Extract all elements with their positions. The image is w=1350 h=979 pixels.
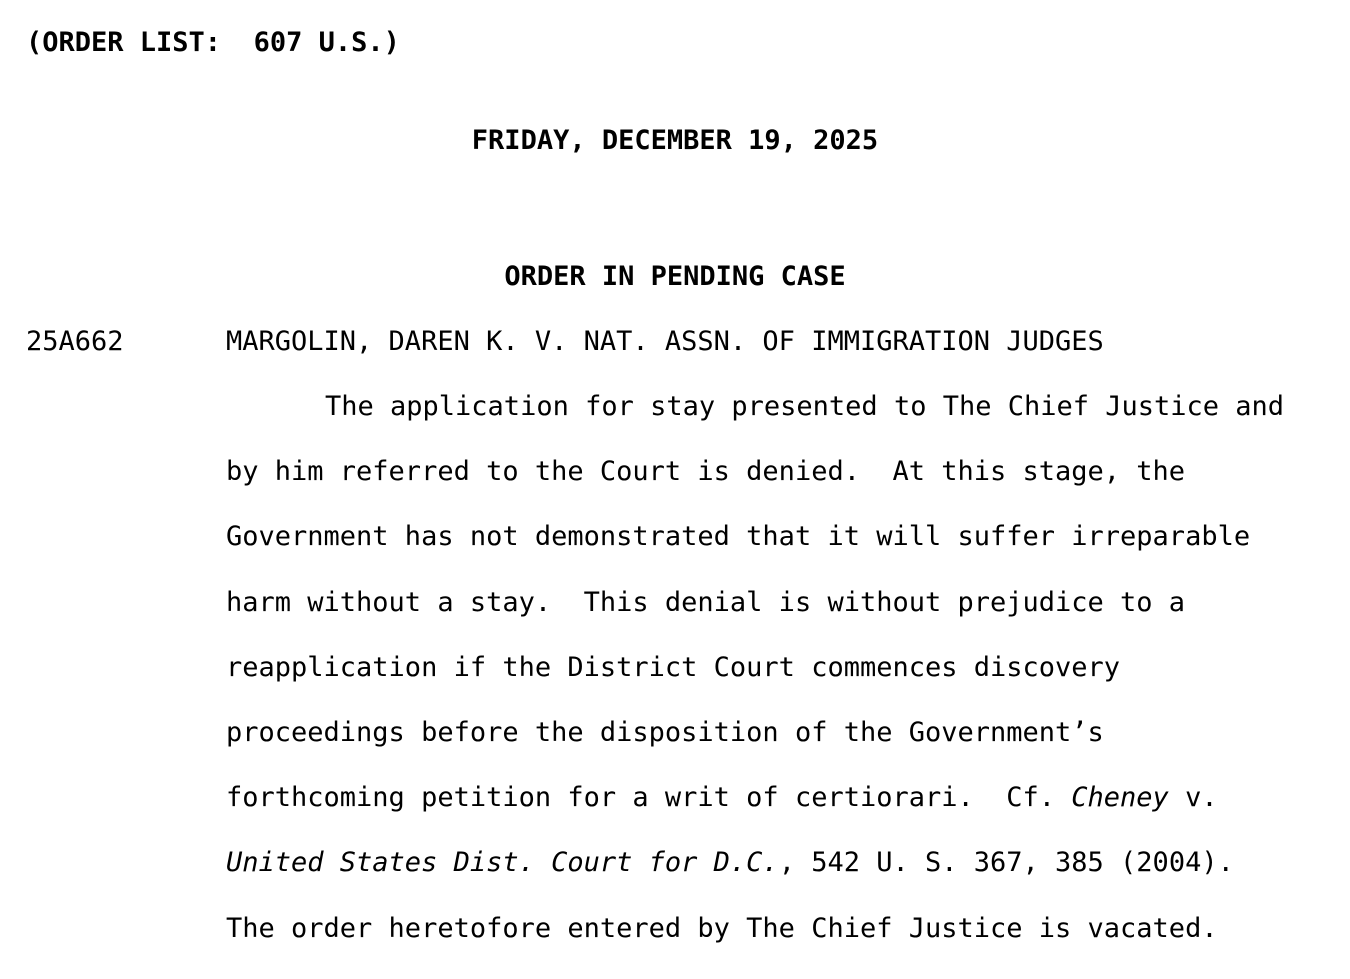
order-text-line: by him referred to the Court is denied. At this stage, the xyxy=(226,456,1186,488)
order-text-line: The application for stay presented to The Chief Justice and xyxy=(325,391,1285,422)
order-text-line: Government has not demonstrated that it will suffer irreparable xyxy=(226,521,1251,553)
case-caption: MARGOLIN, DAREN K. V. NAT. ASSN. OF IMMIGRATION JUDGES xyxy=(226,326,1104,357)
order-date: FRIDAY, DECEMBER 19, 2025 xyxy=(471,125,879,156)
order-text-line: harm without a stay. This denial is without prejudice to a xyxy=(226,586,1186,618)
order-text-segment: v. xyxy=(1168,782,1218,814)
order-text-segment: forthcoming petition for a writ of certiorari. Cf. xyxy=(226,782,1072,814)
case-citation-name: United States Dist. Court for D.C. xyxy=(226,847,779,879)
section-title: ORDER IN PENDING CASE xyxy=(504,261,846,292)
order-list-header: (ORDER LIST: 607 U.S.) xyxy=(26,27,400,58)
order-text-line xyxy=(226,848,1326,913)
docket-number: 25A662 xyxy=(26,326,124,357)
order-text-line: The order heretofore entered by The Chief Justice is vacated. xyxy=(226,912,1218,944)
order-text xyxy=(226,392,1326,979)
order-text-line xyxy=(226,783,1326,848)
case-citation-reporter: , 542 U. S. 367, 385 (2004). xyxy=(778,847,1234,879)
case-citation-name: Cheney xyxy=(1071,782,1169,814)
order-text-line: reapplication if the District Court commences discovery xyxy=(226,651,1121,683)
order-text-line: proceedings before the disposition of the Government’s xyxy=(226,716,1104,748)
